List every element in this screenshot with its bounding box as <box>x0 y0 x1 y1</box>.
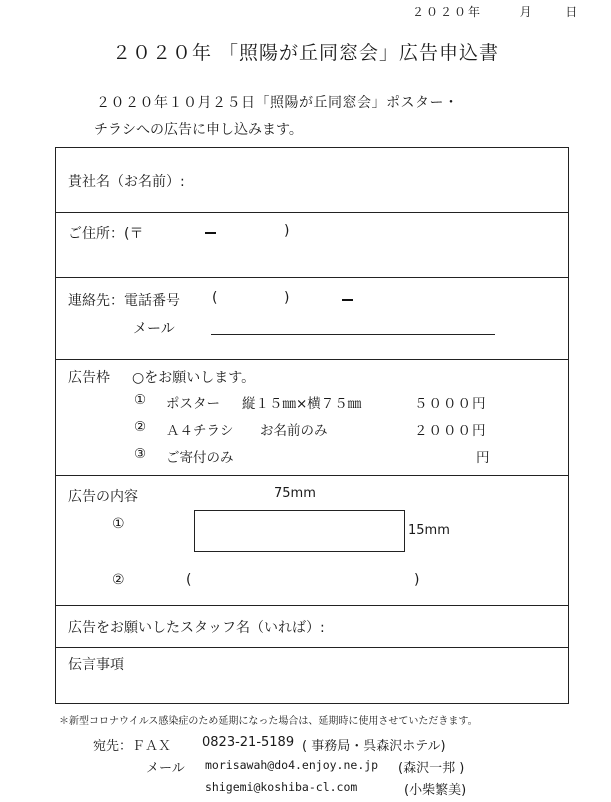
option-3-name: ご寄付のみ <box>166 450 234 466</box>
ad-height-label: 15mm <box>408 523 450 538</box>
company-label: 貴社名（お名前）: <box>68 174 185 190</box>
postponement-note: ＊新型コロナウイルス感染症のため延期になった場合は、延期時に使用させていただきます。 <box>59 716 478 727</box>
ad-frame-instruction: ○をお願いします。 <box>132 370 256 386</box>
option-2-detail: お名前のみ <box>260 423 328 439</box>
address-row[interactable] <box>56 213 568 278</box>
address-close-paren: ) <box>284 223 290 239</box>
message-row[interactable] <box>56 648 568 703</box>
footer-email-1-owner: (森沢一邦 ) <box>398 761 465 776</box>
postal-dash <box>205 232 216 234</box>
ad-frame-row <box>56 360 568 476</box>
footer-mail-label: メール <box>146 761 185 776</box>
footer-email-2[interactable]: shigemi@koshiba-cl.com <box>205 780 358 794</box>
staff-row[interactable] <box>56 606 568 648</box>
footer-fax: 0823-21-5189 <box>202 735 295 750</box>
footer-email-2-owner: (小柴繁美) <box>404 783 467 798</box>
footer-to-label: 宛先：ＦＡＸ <box>93 739 172 754</box>
option-2-price: ２０００円 <box>414 423 487 439</box>
option-3-price: 円 <box>476 450 490 466</box>
content-item-2: ② <box>112 572 125 588</box>
option-3-num[interactable]: ③ <box>134 446 147 462</box>
page-title: ２０２０年 「照陽が丘同窓会」広告申込書 <box>111 42 500 64</box>
content-2-open-paren: ( <box>186 572 192 588</box>
intro-line-2: チラシへの広告に申し込みます。 <box>94 122 303 138</box>
footer-email-1[interactable]: morisawah@do4.enjoy.ne.jp <box>205 758 379 772</box>
option-1-name: ポスター <box>166 396 220 412</box>
option-1-price: ５０００円 <box>414 396 487 412</box>
option-2-num[interactable]: ② <box>134 419 147 435</box>
message-label: 伝言事項 <box>68 657 124 673</box>
ad-frame-label: 広告枠 <box>68 370 110 386</box>
content-item-1: ① <box>112 516 125 532</box>
phone-dash <box>342 299 353 301</box>
content-2-close-paren: ) <box>414 572 420 588</box>
address-label: ご住所：(〒 <box>68 226 144 242</box>
intro-line-1: ２０２０年１０月２５日「照陽が丘同窓会」ポスター・ <box>96 95 459 111</box>
ad-content-row <box>56 476 568 606</box>
contact-row <box>56 278 568 360</box>
date-line <box>412 3 579 20</box>
mail-input-line[interactable] <box>211 334 495 335</box>
staff-label: 広告をお願いしたスタッフ名（いれば）: <box>68 620 325 636</box>
application-form <box>55 147 569 704</box>
phone-close-paren: ) <box>284 290 290 306</box>
ad-content-label: 広告の内容 <box>68 489 138 505</box>
company-row[interactable] <box>56 148 568 213</box>
contact-label: 連絡先：電話番号 <box>68 293 180 309</box>
ad-content-box[interactable] <box>194 510 405 552</box>
option-1-num[interactable]: ① <box>134 392 147 408</box>
footer-fax-owner: ( 事務局・呉森沢ホテル) <box>302 739 446 754</box>
date-month: 月 <box>519 5 534 19</box>
mail-label: メール <box>133 321 175 337</box>
option-2-name: Ａ４チラシ <box>166 423 234 439</box>
date-day: 日 <box>565 5 580 19</box>
date-year: ２０２０年 <box>412 5 483 19</box>
phone-open-paren: ( <box>212 290 218 306</box>
option-1-detail: 縦１５㎜×横７５㎜ <box>242 396 362 412</box>
ad-width-label: 75mm <box>274 486 316 501</box>
